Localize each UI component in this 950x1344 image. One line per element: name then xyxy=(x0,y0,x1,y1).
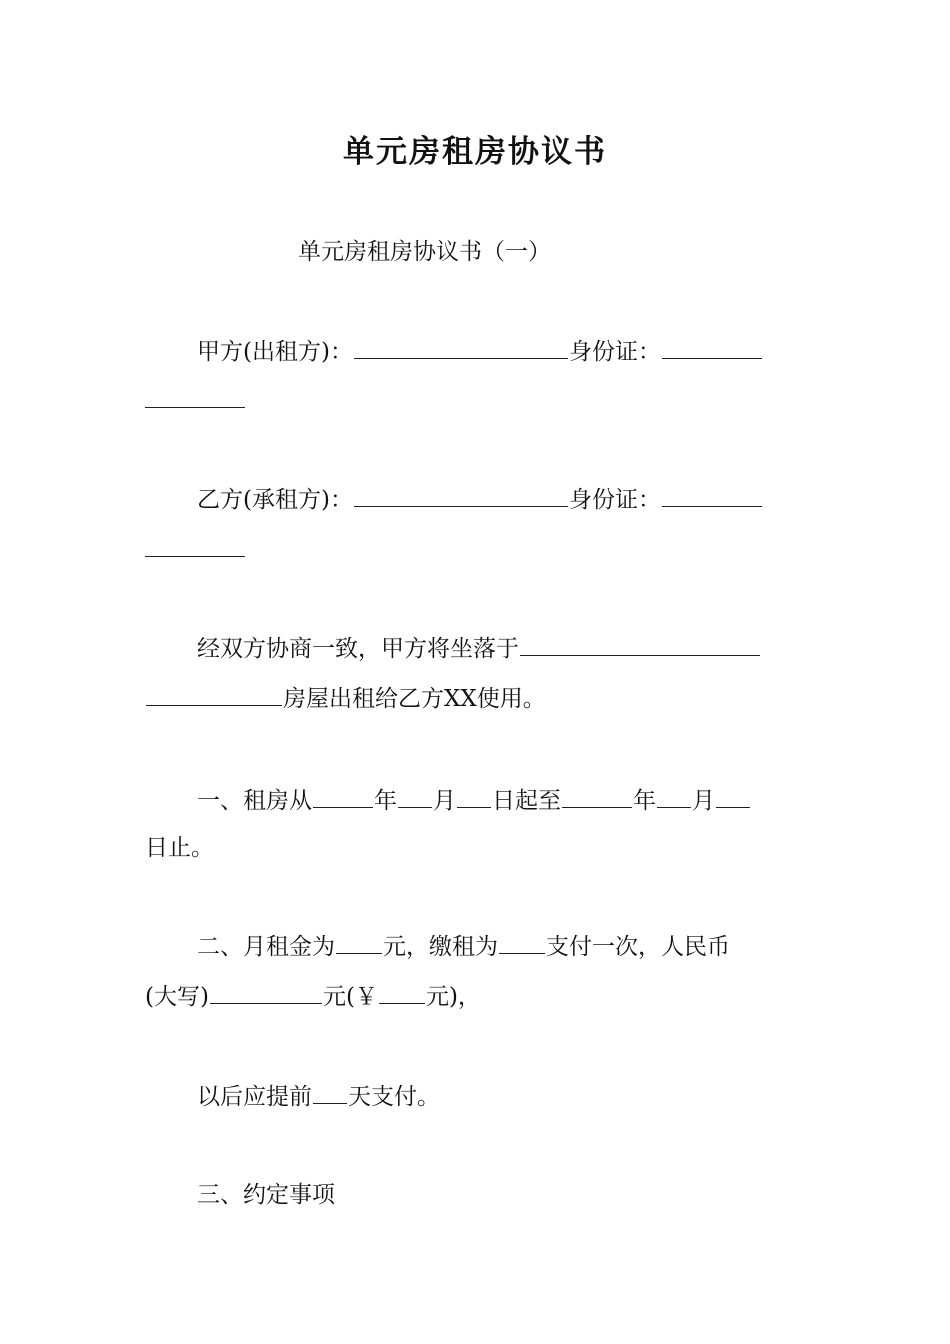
party-a-line xyxy=(197,336,763,367)
payment-period-blank xyxy=(499,931,545,954)
party-a-id-blank-cont xyxy=(145,407,245,408)
term-day-1: 日起至 xyxy=(492,788,561,814)
party-a-label: 甲方(出租方)： xyxy=(197,339,353,365)
advance-text-2: 天支付。 xyxy=(348,1084,440,1110)
page-title: 单元房租房协议书 xyxy=(343,134,607,170)
term-year-2: 年 xyxy=(633,788,656,814)
end-day-blank xyxy=(716,785,750,808)
rent-text-5: 元(￥ xyxy=(322,984,378,1010)
rent-text-4: (大写) xyxy=(145,984,209,1010)
agreement-text-1: 经双方协商一致，甲方将坐落于 xyxy=(197,636,519,662)
rent-text-6: 元)， xyxy=(425,984,481,1010)
amount-words-blank xyxy=(210,981,322,1004)
start-month-blank xyxy=(398,785,432,808)
party-b-name-blank xyxy=(354,484,568,507)
advance-days-blank xyxy=(313,1081,347,1104)
party-a-id-blank xyxy=(662,336,762,359)
section-3-heading: 三、约定事项 xyxy=(197,1182,335,1208)
address-blank xyxy=(520,633,760,656)
party-b-line xyxy=(197,484,763,515)
document-subtitle: 单元房租房协议书（一） xyxy=(298,239,551,265)
end-month-blank xyxy=(657,785,691,808)
party-b-label: 乙方(承租方)： xyxy=(197,487,353,513)
rent-text-3: 支付一次，人民币 xyxy=(546,934,730,960)
term-month-2: 月 xyxy=(692,788,715,814)
amount-figures-blank xyxy=(379,981,425,1004)
start-year-blank xyxy=(313,785,373,808)
agreement-text-2: 房屋出租给乙方XX使用。 xyxy=(283,686,546,712)
start-day-blank xyxy=(457,785,491,808)
rent-line-1 xyxy=(197,931,730,962)
agreement-line-1 xyxy=(197,633,761,664)
term-line-1 xyxy=(197,785,751,816)
term-end: 日止。 xyxy=(145,835,214,861)
party-b-id-label: 身份证： xyxy=(568,487,661,513)
term-line-2 xyxy=(145,833,214,863)
rent-text-1: 二、月租金为 xyxy=(197,934,335,960)
term-text-1: 一、租房从 xyxy=(197,788,312,814)
term-year-1: 年 xyxy=(374,788,397,814)
party-a-name-blank xyxy=(354,336,568,359)
advance-line xyxy=(197,1081,440,1112)
end-year-blank xyxy=(562,785,632,808)
agreement-line-2 xyxy=(145,683,546,714)
party-a-id-label: 身份证： xyxy=(568,339,661,365)
monthly-rent-blank xyxy=(336,931,382,954)
advance-text-1: 以后应提前 xyxy=(197,1084,312,1110)
address-blank-cont xyxy=(146,683,282,706)
rent-text-2: 元，缴租为 xyxy=(383,934,498,960)
party-b-id-blank-cont xyxy=(145,556,245,557)
term-month-1: 月 xyxy=(433,788,456,814)
rent-line-2 xyxy=(145,981,481,1012)
party-b-id-blank xyxy=(662,484,762,507)
